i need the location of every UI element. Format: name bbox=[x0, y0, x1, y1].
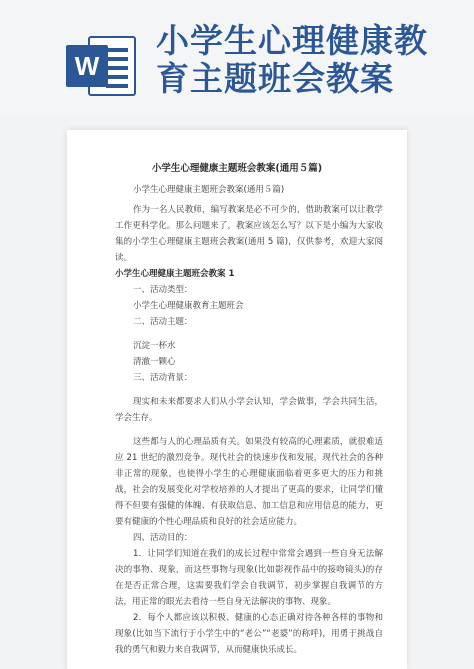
document-title: 小学生心理健康主题班会教案(通用５篇) bbox=[151, 163, 323, 174]
word-document-icon bbox=[66, 36, 138, 96]
list-item: 小学生心理健康教育主题班会 bbox=[133, 301, 244, 311]
document-subtitle: 小学生心理健康主题班会教案(通用５篇) bbox=[133, 185, 285, 195]
paragraph: 这些都与人的心理品质有关。如果没有较高的心理素质，就很难适应 21 世纪的激烈竞争。现代社会的快速步伐和发展，现代社会的各种非正常的现象，也使得小学生的心理健康面临着更多更大的压力和挑战，社会的发展变化对学校培养的人才提出了更高的要求，让同学们懂得不但要有强健的体魄、有获取信息、加工信息和应用信息的能力，更要有健康的个性心理品质和良好的社会适应能力。 bbox=[115, 437, 383, 527]
intro-paragraph: 作为一名人民教师，编写教案是必不可少的，借助教案可以让教学工作更科学化。那么问题来了，教案应该怎么写？以下是小编为大家收集的小学生心理健康主题班会教案(通用 5 篇)，仅供参考，欢迎大家阅读。 bbox=[115, 205, 383, 263]
list-item: 四、活动目的： bbox=[133, 533, 193, 543]
document-page bbox=[67, 130, 407, 669]
banner bbox=[0, 0, 474, 118]
list-item: 清澈一颗心 bbox=[133, 357, 176, 367]
paragraph: 1．让同学们知道在我们的成长过程中常常会遇到一些自身无法解决的事物、现象，而这些事物与现象(比如影视作品中的接吻镜头)的存在是否正常合理，这需要我们学会自我调节，初步掌握自我调节的方法，用正常的眼光去看待一些自身无法解决的事物、现象。 bbox=[115, 549, 383, 607]
paragraph: 2．每个人都应该以积极、健康的心态正确对待各种各样的事物和现象(比如当下流行于小学生中的“老公”“老婆”的称呼)，用勇于挑战自我的勇气和毅力来自我调节，从而健康快乐成长。 bbox=[115, 613, 383, 655]
list-item: 一、活动类型： bbox=[133, 285, 193, 295]
word-logo-letter: W bbox=[66, 45, 108, 87]
list-item: 沉淀一杯水 bbox=[133, 341, 176, 351]
list-item: 二、活动主题： bbox=[133, 317, 193, 327]
banner-title: 小学生心理健康教育主题班会教案 bbox=[156, 21, 428, 98]
section-heading: 小学生心理健康主题班会教案 1 bbox=[115, 269, 235, 279]
list-item: 三、活动背景： bbox=[133, 373, 193, 383]
paragraph: 现实和未来都要求人们从小学会认知，学会做事，学会共同生活，学会生存。 bbox=[115, 397, 383, 423]
